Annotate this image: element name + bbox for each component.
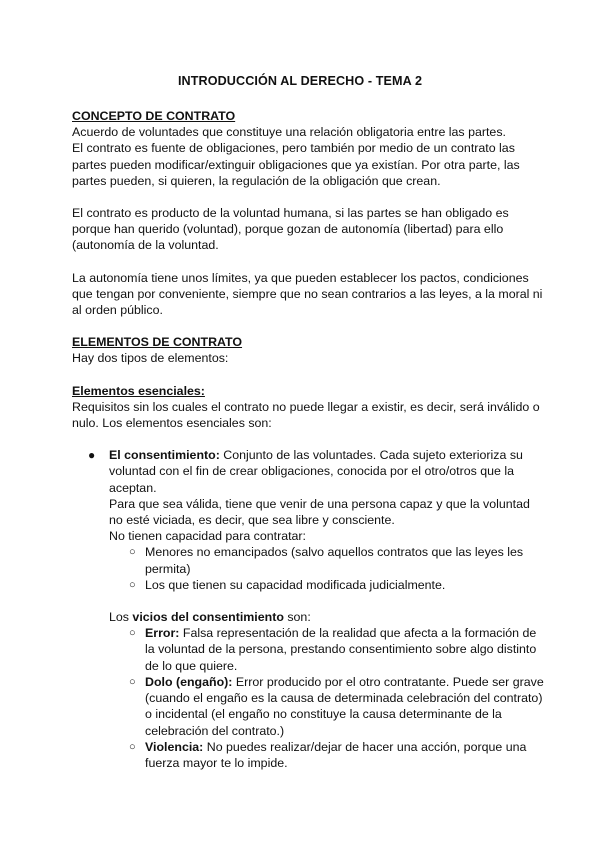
paragraph: Requisitos sin los cuales el contrato no puede llegar a existir, es decir, será inválido o nulo. Los elementos esenciales son: [72,399,540,431]
vicios-intro: Los vicios del consentimiento son: [109,610,311,625]
circle-bullet-icon: ○ [129,740,136,753]
document-title: INTRODUCCIÓN AL DERECHO - TEMA 2 [177,74,423,88]
list-item [109,544,546,576]
paragraph: Acuerdo de voluntades que constituye una relación obligatoria entre las partes. [72,125,506,140]
circle-bullet-icon: ○ [129,546,136,559]
paragraph: Para que sea válida, tiene que venir de una persona capaz y que la voluntad no esté viciada, es decir, que sea libre y consciente. [109,496,530,528]
section-heading-concepto: CONCEPTO DE CONTRATO [72,109,236,123]
circle-bullet-icon: ○ [129,578,136,591]
list-item [109,577,546,593]
list-item-consentimiento [72,447,546,593]
section-heading-elementos: ELEMENTOS DE CONTRATO [72,335,243,350]
subheading-esenciales: Elementos esenciales: [72,383,205,398]
bullet-icon: ● [88,448,96,463]
vicios-list [72,625,546,771]
list-item-text: Los que tienen su capacidad modificada judicialmente. [145,577,446,592]
paragraph: La autonomía tiene unos límites, ya que pueden establecer los pactos, condiciones que tengan por conveniente, siempre que no sean contrarios a las leyes, a la moral ni al orden público. [72,270,543,318]
list-item-text: El consentimiento: Conjunto de las voluntades. Cada sujeto exterioriza su voluntad con el fin de crear obligaciones, conocida por el otro/otros que la aceptan. [109,448,523,495]
circle-bullet-icon: ○ [129,675,136,688]
paragraph: Hay dos tipos de elementos: [72,351,229,366]
circle-bullet-icon: ○ [129,627,136,640]
list-item-text: Violencia: No puedes realizar/dejar de hacer una acción, porque una fuerza mayor te lo impide. [145,739,527,770]
list-item-text: Menores no emancipados (salvo aquellos contratos que las leyes les permita) [145,545,524,576]
list-item [109,739,546,771]
paragraph: El contrato es producto de la voluntad humana, si las partes se han obligado es porque han querido (voluntad), porque gozan de autonomía (libertad) para ello (autonomía de la voluntad. [72,206,509,253]
list-item [109,625,546,674]
list-item-text: Error: Falsa representación de la realidad que afecta a la formación de la voluntad de la persona, prestando consentimiento sobre algo distinto de lo que quiere. [145,626,537,673]
list-item-text: Dolo (engaño): Error producido por el otro contratante. Puede ser grave (cuando el engaño es la causa de determinada celebración del contrato) o incidental (el engaño no constituye la causa determinante de la celebración del contrato.) [145,674,544,738]
paragraph: No tienen capacidad para contratar: [109,529,306,544]
term-label: El consentimiento: [109,448,220,463]
paragraph: El contrato es fuente de obligaciones, pero también por medio de un contrato las partes pueden modificar/extinguir obligaciones que ya existían. Por otra parte, las partes pueden, si quieren, la regulación de la obligación que crean. [72,141,520,188]
list-item [109,674,546,739]
document-body [72,108,546,771]
